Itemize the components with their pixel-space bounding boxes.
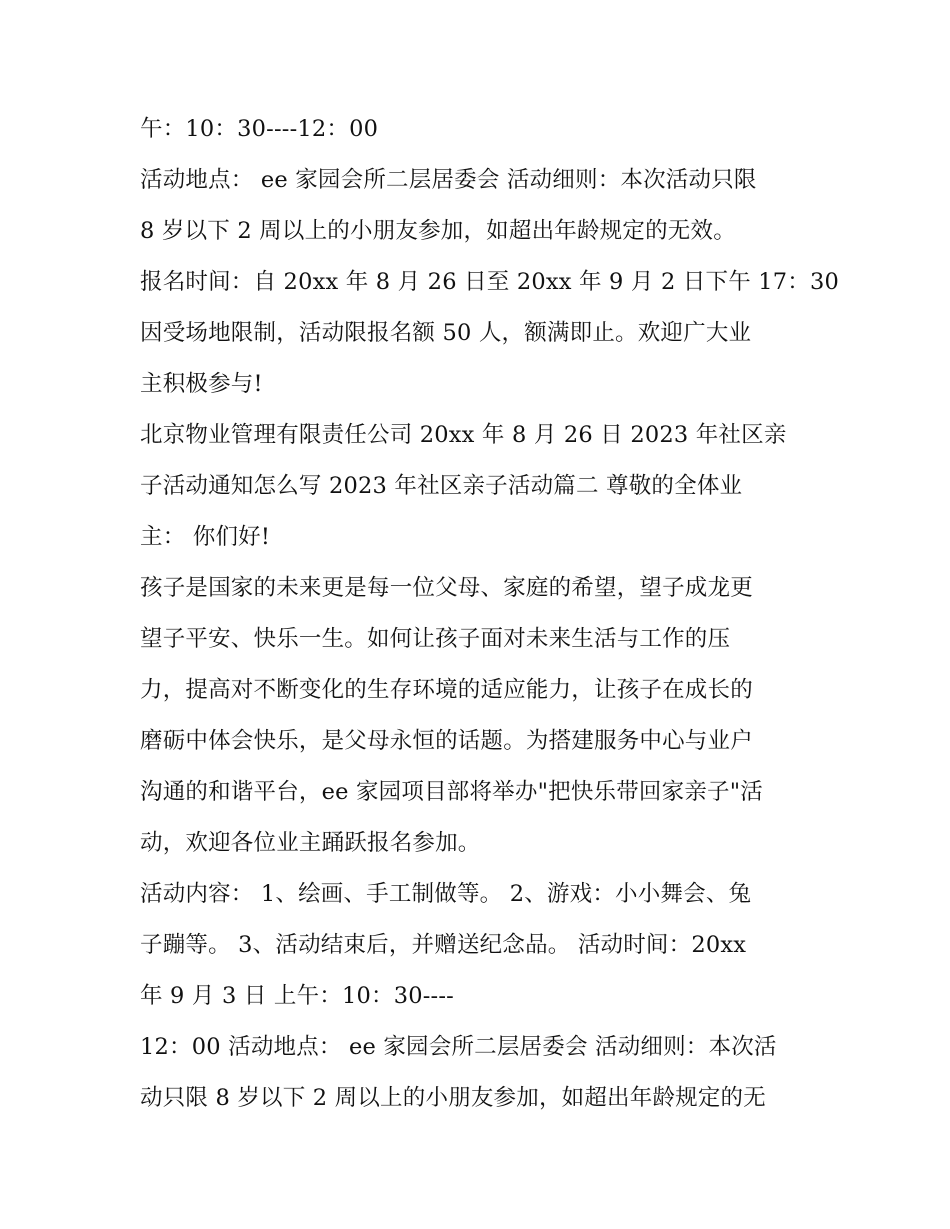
text-line: 活动地点： ee 家园会所二层居委会 活动细则：本次活动只限 <box>140 167 757 193</box>
document-body <box>140 104 840 1124</box>
text-line: 沟通的和谐平台，ee 家园项目部将举办"把快乐带回家亲子"活 <box>140 779 763 805</box>
text-line: 年 9 月 3 日 上午：10：30---- <box>140 983 454 1009</box>
text-line: 12：00 活动地点： ee 家园会所二层居委会 活动细则：本次活 <box>140 1034 777 1060</box>
text-line: 子活动通知怎么写 2023 年社区亲子活动篇二 尊敬的全体业 <box>140 473 743 499</box>
text-line: 主积极参与! <box>140 371 263 397</box>
text-line: 主： 你们好! <box>140 524 271 550</box>
text-line: 报名时间：自 20xx 年 8 月 26 日至 20xx 年 9 月 2 日下午 17：30 <box>140 269 840 295</box>
text-line: 望子平安、快乐一生。如何让孩子面对未来生活与工作的压 <box>140 626 731 652</box>
text-line: 力，提高对不断变化的生存环境的适应能力，让孩子在成长的 <box>140 677 753 703</box>
text-line: 因受场地限制，活动限报名额 50 人，额满即止。欢迎广大业 <box>140 320 752 346</box>
text-line: 动只限 8 岁以下 2 周以上的小朋友参加，如超出年龄规定的无 <box>140 1085 766 1111</box>
text-line: 子蹦等。 3、活动结束后，并赠送纪念品。 活动时间：20xx <box>140 932 747 958</box>
text-line: 8 岁以下 2 周以上的小朋友参加，如超出年龄规定的无效。 <box>140 218 736 244</box>
text-line: 磨砺中体会快乐，是父母永恒的话题。为搭建服务中心与业户 <box>140 728 753 754</box>
text-line: 孩子是国家的未来更是每一位父母、家庭的希望，望子成龙更 <box>140 575 753 601</box>
text-line: 午：10：30----12：00 <box>140 116 379 142</box>
text-line: 北京物业管理有限责任公司 20xx 年 8 月 26 日 2023 年社区亲 <box>140 422 787 448</box>
text-line: 活动内容： 1、绘画、手工制做等。 2、游戏：小小舞会、兔 <box>140 881 752 907</box>
text-line: 动，欢迎各位业主踊跃报名参加。 <box>140 830 481 856</box>
